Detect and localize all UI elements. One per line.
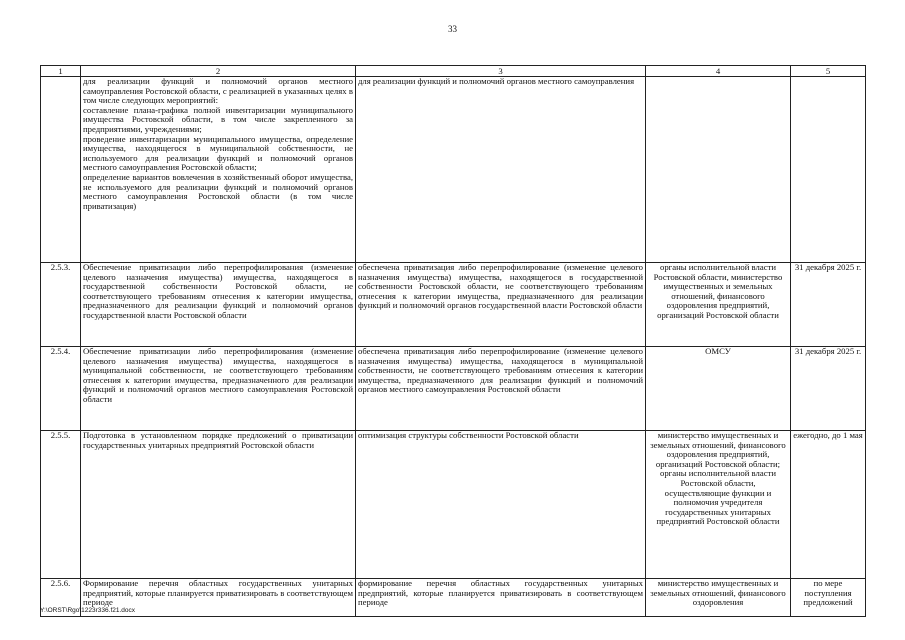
measure-cell: Подготовка в установленном порядке предложений о приватизации государственных унитарных предприятий Ростовской области bbox=[81, 431, 356, 579]
responsible-cell: органы исполнительной власти Ростовской области, министерство имущественных и земельных отношений, финансового оздоровления предприятий, организаций Ростовской области bbox=[646, 263, 791, 347]
row-number: 2.5.6. bbox=[41, 579, 81, 617]
deadline-cell: 31 декабря 2025 г. bbox=[791, 347, 866, 431]
responsible-cell: ОМСУ bbox=[646, 347, 791, 431]
result-cell: обеспечена приватизация либо перепрофилирование (изменение целевого назначения имущества) имущества, находящегося в государственной собственности Ростовской области, не соответствующего требованиям отнесения к категории имущества, предназначенного для реализации функций и полномочий органов государственной власти Ростовской области bbox=[356, 263, 646, 347]
responsible-cell: министерство имущественных и земельных отношений, финансового оздоровления bbox=[646, 579, 791, 617]
row-number: 2.5.5. bbox=[41, 431, 81, 579]
responsible-cell: министерство имущественных и земельных отношений, финансового оздоровления предприятий, организаций Ростовской области; органы исполнительной власти Ростовской области, осуществляющие функции и полномочия учредителя государственных унитарных предприятий Ростовской области bbox=[646, 431, 791, 579]
page-number: 33 bbox=[448, 24, 457, 34]
result-cell: оптимизация структуры собственности Ростовской области bbox=[356, 431, 646, 579]
deadline-cell: ежегодно, до 1 мая bbox=[791, 431, 866, 579]
header-col-2: 2 bbox=[81, 66, 356, 77]
file-path-footer: Y:\ORST\Rgo\1223r336.f21.docx bbox=[40, 607, 136, 614]
table-row bbox=[41, 263, 866, 347]
measure-cell: Формирование перечня областных государственных унитарных предприятий, которые планируется приватизировать в соответствующем периоде bbox=[81, 579, 356, 617]
header-col-1: 1 bbox=[41, 66, 81, 77]
row-number: 2.5.4. bbox=[41, 347, 81, 431]
table-header-row bbox=[41, 66, 866, 77]
table-row bbox=[41, 347, 866, 431]
result-cell: обеспечена приватизация либо перепрофилирование (изменение целевого назначения имущества) имущества, находящегося в муниципальной собственности, не соответствующего требованиям отнесения к категории имущества, предназначенного для реализации функций и полномочий органов местного самоуправления Ростовской области bbox=[356, 347, 646, 431]
measure-cell: для реализации функций и полномочий органов местного самоуправления Ростовской области, с реализацией в указанных целях в том числе следующих мероприятий: составление плана-графика полной инвентаризации муниципального имущества Ростовской области, в том числе закрепленного за предприятиями, учреждениями; проведение инвентаризации муниципального имущества, определение имущества, находящегося в муниципальной собственности, не используемого для реализации функций и полномочий органов местного самоуправления Ростовской области; определение вариантов вовлечения в хозяйственный оборот имущества, не используемого для реализации функций и полномочий органов местного самоуправления Ростовской области (в том числе приватизация) bbox=[81, 77, 356, 263]
deadline-cell: по мере поступления предложений bbox=[791, 579, 866, 617]
deadline-cell bbox=[791, 77, 866, 263]
header-col-5: 5 bbox=[791, 66, 866, 77]
measure-cell: Обеспечение приватизации либо перепрофилирования (изменение целевого назначения имущества) имущества, находящегося в муниципальной собственности, не соответствующего требованиям отнесения к категории имущества, предназначенного для реализации функций и полномочий органов местного самоуправления Ростовской области bbox=[81, 347, 356, 431]
responsible-cell bbox=[646, 77, 791, 263]
header-col-3: 3 bbox=[356, 66, 646, 77]
result-cell: формирование перечня областных государственных унитарных предприятий, которые планируется приватизировать в соответствующем периоде bbox=[356, 579, 646, 617]
measures-table bbox=[40, 65, 866, 617]
measure-cell: Обеспечение приватизации либо перепрофилирования (изменение целевого назначения имущества) имущества, находящегося в государственной собственности Ростовской области, не соответствующего требованиям отнесения к категории имущества, предназначенного для реализации функций и полномочий органов государственной власти Ростовской области bbox=[81, 263, 356, 347]
deadline-cell: 31 декабря 2025 г. bbox=[791, 263, 866, 347]
row-number bbox=[41, 77, 81, 263]
table-row bbox=[41, 431, 866, 579]
result-cell: для реализации функций и полномочий органов местного самоуправления bbox=[356, 77, 646, 263]
table-row bbox=[41, 579, 866, 617]
header-col-4: 4 bbox=[646, 66, 791, 77]
table-row bbox=[41, 77, 866, 263]
row-number: 2.5.3. bbox=[41, 263, 81, 347]
